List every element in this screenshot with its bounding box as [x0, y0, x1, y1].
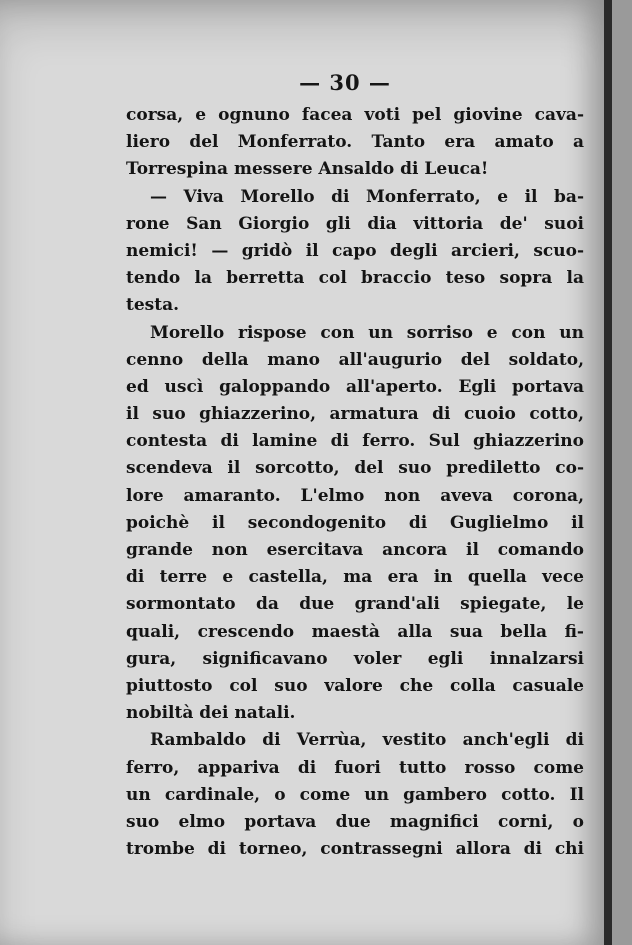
- text-line: ed uscì galoppando all'aperto. Egli portava: [126, 376, 584, 397]
- text-line: lore amaranto. L'elmo non aveva corona,: [126, 485, 584, 506]
- text-line: di terre e castella, ma era in quella vece: [126, 567, 584, 588]
- page-edge-shadow: [604, 0, 612, 945]
- text-line: liero del Monferrato. Tanto era amato a: [126, 132, 584, 153]
- text-line: nemici! — gridò il capo degli arcieri, scuo-: [126, 240, 584, 261]
- text-line: il suo ghiazzerino, armatura di cuoio cotto,: [126, 404, 584, 425]
- body-text: [126, 102, 584, 863]
- text-line: Torrespina messere Ansaldo di Leuca!: [126, 159, 489, 180]
- text-line: piuttosto col suo valore che colla casuale: [126, 675, 584, 696]
- text-line: grande non esercitava ancora il comando: [126, 540, 584, 560]
- text-line: contesta di lamine di ferro. Sul ghiazzerino: [126, 431, 584, 452]
- text-line: poichè il secondogenito di Guglielmo il: [126, 512, 584, 533]
- text-line: trombe di torneo, contrassegni allora di chi: [126, 839, 584, 860]
- text-line: ferro, appariva di fuori tutto rosso come: [126, 757, 584, 778]
- text-line: Morello rispose con un sorriso e con un: [150, 322, 584, 343]
- text-line: — Viva Morello di Monferrato, e il ba-: [150, 186, 584, 207]
- adjacent-page-strip: [612, 0, 632, 945]
- text-line: tendo la berretta col braccio teso sopra la: [126, 268, 584, 289]
- text-line: un cardinale, o come un gambero cotto. Il: [126, 784, 584, 805]
- text-line: gura, significavano voler egli innalzarsi: [126, 648, 584, 669]
- text-line: corsa, e ognuno facea voti pel giovine cava-: [126, 105, 584, 125]
- text-line: quali, crescendo maestà alla sua bella fi-: [126, 621, 584, 642]
- text-line: suo elmo portava due magnifici corni, o: [126, 811, 584, 832]
- text-line: rone San Giorgio gli dia vittoria de' suoi: [126, 213, 584, 234]
- text-line: testa.: [126, 295, 180, 316]
- text-line: sormontato da due grand'ali spiegate, le: [126, 594, 584, 615]
- page-number: — 30 —: [299, 70, 391, 95]
- text-line: cenno della mano all'augurio del soldato,: [126, 349, 584, 370]
- text-line: scendeva il sorcotto, del suo prediletto co-: [126, 458, 584, 479]
- text-line: nobiltà dei natali.: [126, 703, 296, 724]
- text-line: Rambaldo di Verrùa, vestito anch'egli di: [150, 730, 584, 751]
